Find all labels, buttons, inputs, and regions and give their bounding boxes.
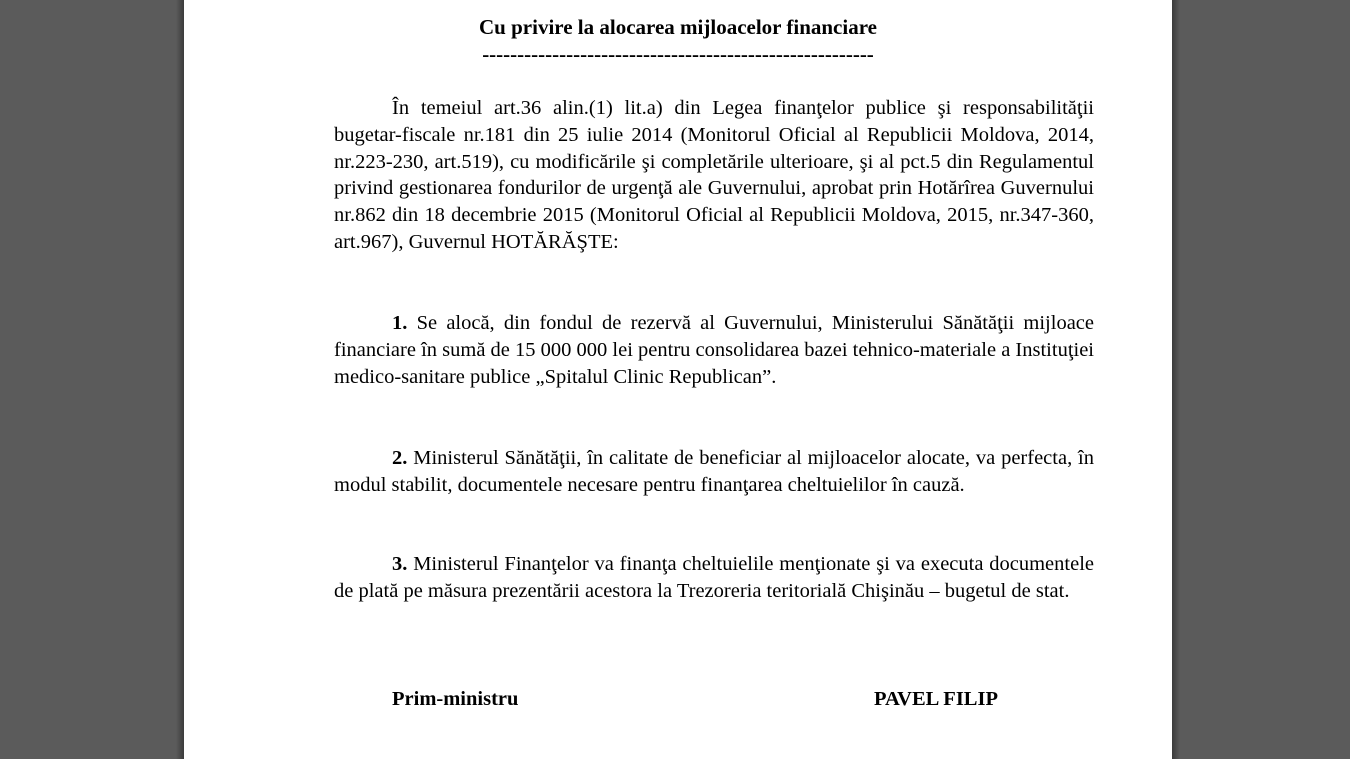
- document-title: Cu privire la alocarea mijloacelor financiare: [479, 15, 877, 39]
- page-shadow-left: [176, 0, 184, 759]
- article-1-number: 1.: [392, 312, 408, 334]
- article-3: [334, 551, 1094, 605]
- article-1-text: Se alocă, din fondul de rezervă al Guvernului, Ministerului Sănătăţii mijloace financiare în sumă de 15 000 000 lei pentru consolidarea bazei tehnico-materiale a Instituţiei medico-sanitare publice „Spitalul Clinic Republican”.: [334, 312, 1094, 388]
- article-2-number: 2.: [392, 447, 408, 469]
- document-page: [184, 0, 1172, 759]
- article-2: [334, 445, 1094, 499]
- article-2-text: Ministerul Sănătăţii, în calitate de beneficiar al mijloacelor alocate, va perfecta, în modul stabilit, documentele necesare pentru finanţarea cheltuielilor în cauză.: [334, 447, 1094, 496]
- article-3-number: 3.: [392, 553, 408, 575]
- article-3-text: Ministerul Finanţelor va finanţa cheltuielile menţionate şi va executa documentele de plată pe măsura prezentării acestora la Trezoreria teritorială Chişinău – bugetul de stat.: [334, 553, 1094, 602]
- signature-role: Prim-ministru: [392, 688, 519, 710]
- signature-name: PAVEL FILIP: [874, 688, 998, 710]
- page-shadow-right: [1172, 0, 1180, 759]
- title-underline-rule: --------------------------------------------------------: [482, 42, 874, 66]
- article-1: [334, 310, 1094, 390]
- intro-paragraph: În temeiul art.36 alin.(1) lit.a) din Legea finanţelor publice şi responsabilităţii bugetar-fiscale nr.181 din 25 iulie 2014 (Monitorul Oficial al Republicii Moldova, 2014, nr.223-230, art.519), cu modificările şi completările ulterioare, şi al pct.5 din Regulamentul privind gestionarea fondurilor de urgenţă ale Guvernului, aprobat prin Hotărîrea Guvernului nr.862 din 18 decembrie 2015 (Monitorul Oficial al Republicii Moldova, 2015, nr.347-360, art.967), Guvernul HOTĂRĂŞTE:: [334, 97, 1094, 253]
